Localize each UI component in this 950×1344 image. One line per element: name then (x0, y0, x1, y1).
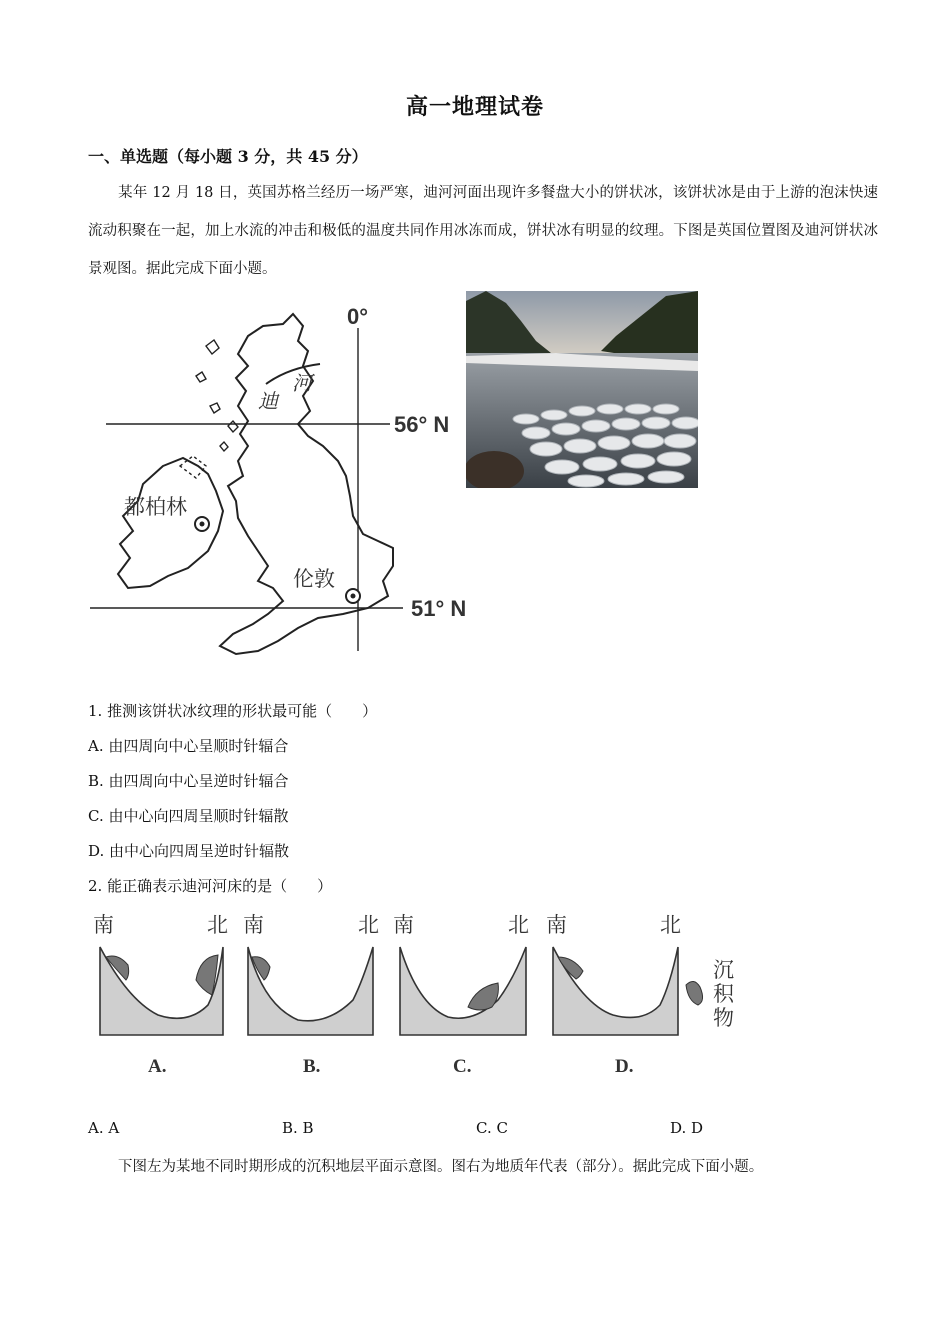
london-label: 伦敦 (293, 567, 335, 591)
riverbed-label-c: C. (453, 1056, 472, 1077)
question-1-option-b[interactable]: B. 由四周向中心呈逆时针辐合 (88, 772, 289, 790)
riverbed-d (553, 947, 678, 1035)
question-2-stem: 2. 能正确表示迪河河床的是（ ） (88, 877, 333, 895)
river-label-2: 河 (292, 371, 312, 395)
riverbed-c (400, 947, 526, 1035)
pancake-ice-photo (466, 291, 698, 488)
page-title: 高一地理试卷 (405, 94, 544, 120)
question-2-option-c[interactable]: C. C (476, 1119, 508, 1137)
south-label-d: 南 (546, 913, 567, 937)
intro-paragraph-2: 下图左为某地不同时期形成的沉积地层平面示意图。图右为地质年代表（部分）。据此完成下面小题。 (118, 1159, 764, 1175)
south-label-a: 南 (93, 913, 114, 937)
question-2-option-d[interactable]: D. D (670, 1119, 704, 1137)
question-1-stem: 1. 推测该饼状冰纹理的形状最可能（ ） (88, 702, 378, 720)
riverbed-b (248, 947, 373, 1035)
riverbed-label-d: D. (615, 1056, 634, 1077)
legend-char-3: 物 (713, 1006, 734, 1030)
legend-char-2: 积 (713, 982, 734, 1006)
river-label-1: 迪 (258, 389, 278, 413)
section-heading: 一、单选题（每小题 3 分，共 45 分） (88, 147, 368, 166)
north-label-b: 北 (358, 913, 379, 937)
dublin-label: 都柏林 (124, 495, 187, 519)
meridian-label: 0° (347, 304, 369, 329)
latitude-51-label: 51° N (411, 596, 467, 621)
intro-paragraph: 某年 12 月 18 日，英国苏格兰经历一场严寒，迪河河面出现许多餐盘大小的饼状冰，该饼状冰是由于上游的泡沫快速流动积聚在一起，加上水流的冲击和极低的温度共同作用冰冻而成，饼状冰有明显的纹理。下图是英国位置图及迪河饼状冰景观图。据此完成下面小题。 (88, 185, 878, 277)
south-label-b: 南 (243, 913, 264, 937)
riverbed-cross-sections (88, 905, 748, 1085)
riverbed-label-b: B. (303, 1056, 321, 1077)
south-label-c: 南 (393, 913, 414, 937)
question-1-option-a[interactable]: A. 由四周向中心呈顺时针辐合 (88, 737, 289, 755)
north-label-a: 北 (207, 913, 228, 937)
question-1-option-d[interactable]: D. 由中心向四周呈逆时针辐散 (88, 842, 290, 860)
question-2-option-b[interactable]: B. B (282, 1119, 314, 1137)
riverbed-a (100, 947, 223, 1035)
latitude-56-label: 56° N (394, 412, 450, 437)
question-1-option-c[interactable]: C. 由中心向四周呈顺时针辐散 (88, 807, 289, 825)
great-britain-outline (220, 314, 393, 654)
north-label-c: 北 (508, 913, 529, 937)
uk-location-map (88, 296, 488, 666)
riverbed-label-a: A. (148, 1056, 167, 1077)
question-2-option-a[interactable]: A. A (88, 1119, 120, 1137)
north-label-d: 北 (660, 913, 681, 937)
legend-char-1: 沉 (713, 958, 734, 982)
